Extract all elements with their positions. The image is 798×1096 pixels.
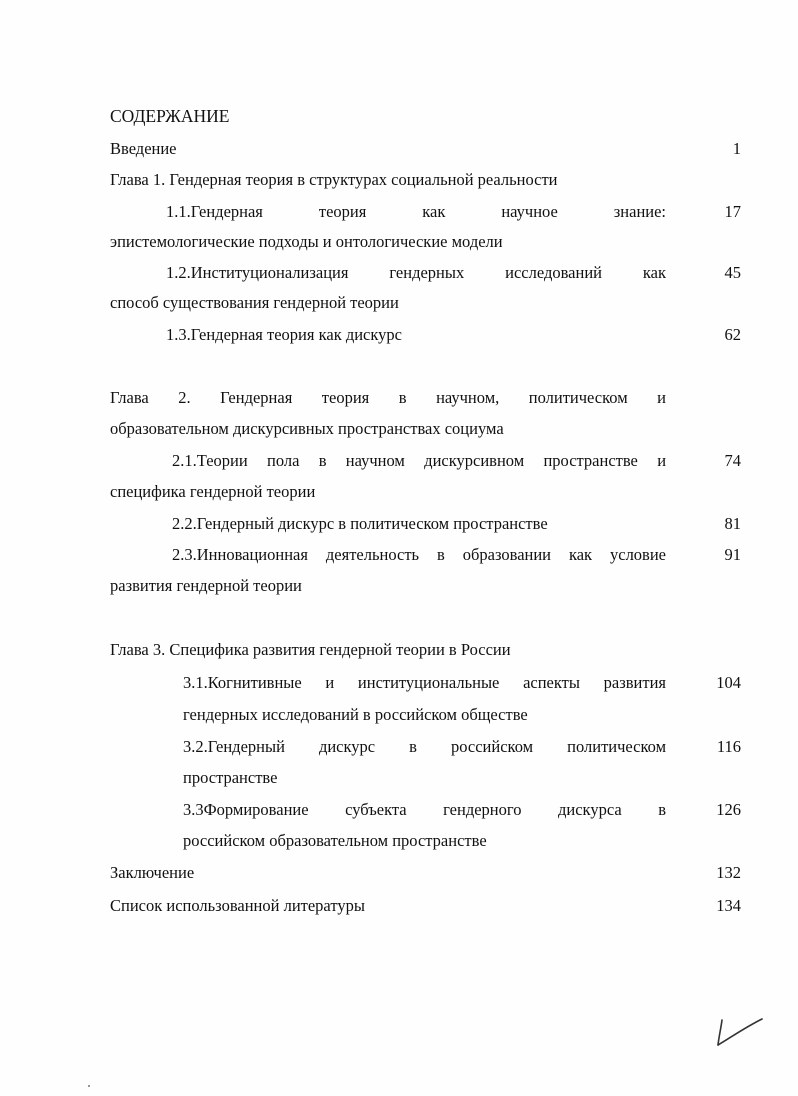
toc-intro-page: 1	[732, 139, 741, 158]
toc-references-page: 134	[716, 896, 741, 915]
chapter-2-title-line1: Глава 2. Гендерная теория в научном, политическом и	[110, 388, 666, 407]
chapter-3-title: Глава 3. Специфика развития гендерной теории в России	[110, 640, 511, 659]
section-2-1-line1: 2.1.Теории пола в научном дискурсивном пространстве и	[172, 451, 667, 470]
section-3-1-page: 104	[716, 673, 741, 692]
section-1-1-line1: 1.1.Гендерная теория как научное знание:	[166, 202, 667, 221]
section-3-1-line1: 3.1.Когнитивные и институциональные аспекты развития	[183, 673, 667, 692]
section-3-3-line2: российском образовательном пространстве	[183, 831, 487, 850]
section-2-2-page: 81	[724, 514, 741, 533]
section-1-2-line2: способ существования гендерной теории	[110, 293, 399, 312]
toc-conclusion-label: Заключение	[110, 863, 195, 882]
handwritten-check-mark	[712, 1014, 768, 1050]
toc-conclusion-page: 132	[716, 863, 741, 882]
section-2-3-line1: 2.3.Инновационная деятельность в образовании как условие	[172, 545, 667, 564]
section-2-1-line2: специфика гендерной теории	[110, 482, 316, 501]
section-2-3-page: 91	[724, 545, 741, 564]
section-3-1-line2: гендерных исследований в российском обществе	[183, 705, 528, 724]
section-3-3-line1: 3.3Формирование субъекта гендерного дискурса в	[183, 800, 666, 819]
section-1-1-page: 17	[724, 202, 741, 221]
section-2-3-line2: развития гендерной теории	[110, 576, 302, 595]
toc-title: СОДЕРЖАНИЕ	[110, 106, 230, 126]
section-3-3-page: 126	[716, 800, 741, 819]
chapter-2-title-line2: образовательном дискурсивных пространствах социума	[110, 419, 504, 438]
scan-speck	[88, 1085, 90, 1087]
toc-intro-label: Введение	[110, 139, 177, 158]
section-1-1-line2: эпистемологические подходы и онтологические модели	[110, 232, 503, 251]
section-3-2-page: 116	[716, 737, 741, 756]
section-2-1-page: 74	[724, 451, 741, 470]
section-1-3: 1.3.Гендерная теория как дискурс	[166, 325, 402, 344]
section-1-2-page: 45	[724, 263, 741, 282]
section-1-2-line1: 1.2.Институционализация гендерных исследований как	[166, 263, 666, 282]
section-1-3-page: 62	[724, 325, 741, 344]
section-3-2-line1: 3.2.Гендерный дискурс в российском политическом	[183, 737, 667, 756]
section-3-2-line2: пространстве	[183, 768, 278, 787]
toc-references-label: Список использованной литературы	[110, 896, 365, 915]
section-2-2: 2.2.Гендерный дискурс в политическом пространстве	[172, 514, 548, 533]
chapter-1-title: Глава 1. Гендерная теория в структурах социальной реальности	[110, 170, 558, 189]
